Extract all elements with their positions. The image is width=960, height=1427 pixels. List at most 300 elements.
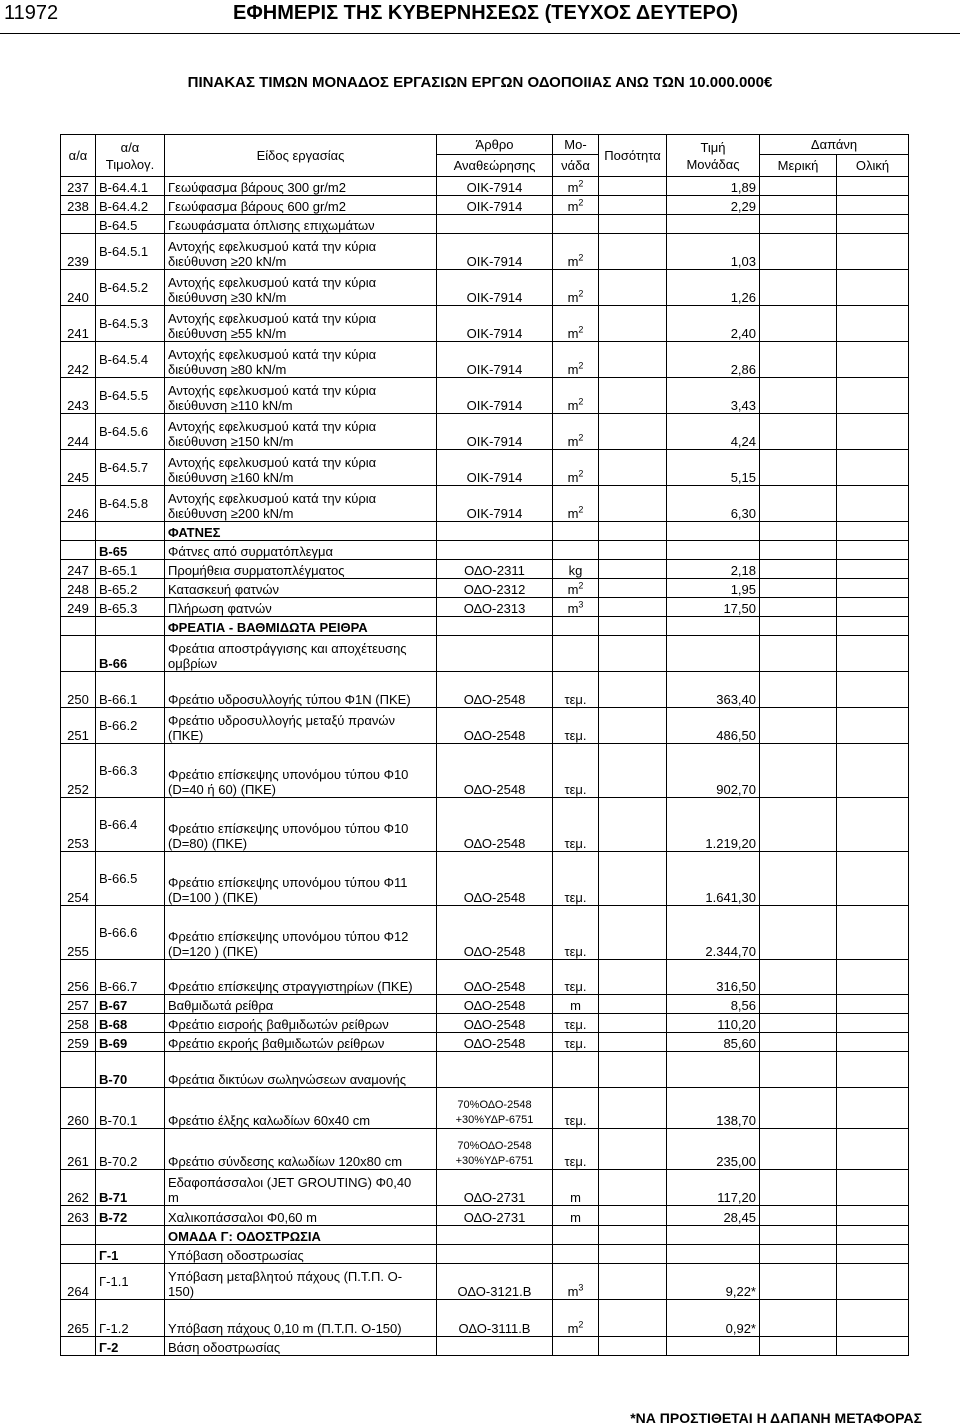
row-code: Β-64.5.1 xyxy=(96,234,165,270)
row-cost-partial xyxy=(760,560,837,579)
row-code xyxy=(96,1226,165,1245)
row-quantity xyxy=(599,798,667,852)
row-quantity xyxy=(599,579,667,598)
row-description xyxy=(165,1337,437,1356)
row-cost-total xyxy=(837,744,909,798)
row-unit xyxy=(553,906,599,960)
description-line: Φρεάτιο εισροής βαθμιδωτών ρείθρων xyxy=(168,1017,389,1032)
row-aa xyxy=(61,1337,96,1356)
description-line: Φρεάτια δικτύων σωληνώσεων αναμονής xyxy=(168,1072,406,1087)
row-unit xyxy=(553,234,599,270)
row-cost-partial xyxy=(760,414,837,450)
row-code: Β-72 xyxy=(96,1206,165,1226)
row-cost-total xyxy=(837,1226,909,1245)
row-unit-price xyxy=(667,1052,760,1088)
row-code: Β-70.1 xyxy=(96,1088,165,1129)
row-code: Β-64.4.1 xyxy=(96,177,165,196)
row-aa: 250 xyxy=(61,672,96,708)
row-cost-total xyxy=(837,1088,909,1129)
row-description xyxy=(165,234,437,270)
table-row xyxy=(61,1129,909,1170)
table-row xyxy=(61,995,909,1014)
row-aa: 243 xyxy=(61,378,96,414)
row-unit-price: 235,00 xyxy=(667,1129,760,1170)
row-cost-partial xyxy=(760,306,837,342)
unit-text: m xyxy=(567,326,579,341)
table-row xyxy=(61,1052,909,1088)
row-description xyxy=(165,798,437,852)
row-code: Β-66.6 xyxy=(96,906,165,960)
header-divider xyxy=(0,33,960,34)
row-article xyxy=(437,541,553,560)
row-cost-partial xyxy=(760,177,837,196)
description-line: (ΠΚΕ) xyxy=(168,728,204,743)
row-unit-price: 17,50 xyxy=(667,598,760,617)
row-unit xyxy=(553,306,599,342)
row-code: Γ-2 xyxy=(96,1337,165,1356)
row-code: Β-64.5.5 xyxy=(96,378,165,414)
row-quantity xyxy=(599,1226,667,1245)
row-unit-price: 2,18 xyxy=(667,560,760,579)
row-unit xyxy=(553,1088,599,1129)
row-unit-price: 486,50 xyxy=(667,708,760,744)
row-code: Γ-1 xyxy=(96,1245,165,1264)
description-line: Αντοχής εφελκυσμού κατά την κύρια xyxy=(168,347,377,362)
row-cost-partial xyxy=(760,617,837,636)
description-line: Φρεάτιο επίσκεψης υπονόμου τύπου Φ12 xyxy=(168,929,409,944)
row-cost-partial xyxy=(760,906,837,960)
row-cost-total xyxy=(837,196,909,215)
description-line: Φρεάτιο υδροσυλλογής τύπου Φ1Ν (ΠΚΕ) xyxy=(168,692,411,707)
row-aa: 246 xyxy=(61,486,96,522)
row-aa: 240 xyxy=(61,270,96,306)
row-article: ΟΙΚ-7914 xyxy=(437,196,553,215)
table-row xyxy=(61,378,909,414)
description-line: Φρεάτιο εκροής βαθμιδωτών ρείθρων xyxy=(168,1036,385,1051)
row-quantity xyxy=(599,1337,667,1356)
description-line: διεύθυνση ≥160 kN/m xyxy=(168,470,294,485)
row-article xyxy=(437,522,553,541)
row-code: Β-64.5.4 xyxy=(96,342,165,378)
row-article: ΟΔΟ-2731 xyxy=(437,1206,553,1226)
row-unit xyxy=(553,1052,599,1088)
row-cost-partial xyxy=(760,708,837,744)
row-unit xyxy=(553,579,599,598)
row-quantity xyxy=(599,378,667,414)
row-article xyxy=(437,1052,553,1088)
row-description xyxy=(165,270,437,306)
unit-exponent: 3 xyxy=(578,1282,584,1293)
row-unit xyxy=(553,342,599,378)
row-unit-price: 5,15 xyxy=(667,450,760,486)
row-cost-total xyxy=(837,1264,909,1300)
description-line: (D=100 ) (ΠΚΕ) xyxy=(168,890,258,905)
row-cost-total xyxy=(837,798,909,852)
row-description xyxy=(165,560,437,579)
unit-text: m xyxy=(567,290,579,305)
row-cost-partial xyxy=(760,995,837,1014)
unit-text: τεμ. xyxy=(564,692,587,707)
row-description xyxy=(165,906,437,960)
row-unit-price: 6,30 xyxy=(667,486,760,522)
article-line: 70%ΟΔΟ-2548 xyxy=(457,1140,532,1152)
row-quantity xyxy=(599,852,667,906)
table-row xyxy=(61,617,909,636)
row-unit-price xyxy=(667,617,760,636)
row-description xyxy=(165,1245,437,1264)
row-code: Β-66 xyxy=(96,636,165,672)
unit-text: τεμ. xyxy=(564,1154,587,1169)
row-article xyxy=(437,1337,553,1356)
row-article: ΟΙΚ-7914 xyxy=(437,450,553,486)
row-description xyxy=(165,1014,437,1033)
description-line: Φρεάτιο επίσκεψης υπονόμου τύπου Φ10 xyxy=(168,767,409,782)
row-unit-price xyxy=(667,541,760,560)
row-unit xyxy=(553,1206,599,1226)
unit-exponent: 2 xyxy=(578,396,584,407)
row-article: ΟΙΚ-7914 xyxy=(437,177,553,196)
row-description xyxy=(165,522,437,541)
row-unit xyxy=(553,960,599,995)
row-unit xyxy=(553,1337,599,1356)
row-cost-total xyxy=(837,1337,909,1356)
row-description xyxy=(165,1300,437,1337)
col-aa: α/α xyxy=(61,135,96,177)
row-unit-price: 902,70 xyxy=(667,744,760,798)
table-row xyxy=(61,852,909,906)
row-unit xyxy=(553,541,599,560)
row-code: Β-66.2 xyxy=(96,708,165,744)
description-line: Υπόβαση πάχους 0,10 m (Π.Τ.Π. Ο-150) xyxy=(168,1321,402,1336)
row-unit xyxy=(553,744,599,798)
row-description xyxy=(165,414,437,450)
row-unit-price: 2,29 xyxy=(667,196,760,215)
row-cost-total xyxy=(837,1300,909,1337)
row-unit xyxy=(553,560,599,579)
row-cost-partial xyxy=(760,1170,837,1206)
row-cost-partial xyxy=(760,598,837,617)
row-description xyxy=(165,1226,437,1245)
unit-exponent: 3 xyxy=(578,599,584,610)
row-unit-price: 316,50 xyxy=(667,960,760,995)
row-code xyxy=(96,522,165,541)
table-row xyxy=(61,598,909,617)
description-line: διεύθυνση ≥150 kN/m xyxy=(168,434,294,449)
row-description xyxy=(165,1088,437,1129)
row-cost-total xyxy=(837,672,909,708)
description-line: Φρεάτιο υδροσυλλογής μεταξύ πρανών xyxy=(168,713,396,728)
row-unit-price: 138,70 xyxy=(667,1088,760,1129)
unit-text: τεμ. xyxy=(564,1113,587,1128)
description-line: διεύθυνση ≥80 kN/m xyxy=(168,362,287,377)
row-quantity xyxy=(599,234,667,270)
row-cost-total xyxy=(837,1170,909,1206)
row-description xyxy=(165,486,437,522)
row-article xyxy=(437,617,553,636)
row-cost-partial xyxy=(760,378,837,414)
unit-text: m xyxy=(567,199,579,214)
table-row xyxy=(61,1300,909,1337)
row-aa: 253 xyxy=(61,798,96,852)
row-cost-partial xyxy=(760,342,837,378)
row-quantity xyxy=(599,560,667,579)
row-aa: 245 xyxy=(61,450,96,486)
table-row xyxy=(61,234,909,270)
row-code: Β-70.2 xyxy=(96,1129,165,1170)
row-cost-total xyxy=(837,177,909,196)
row-article: ΟΔΟ-2548 xyxy=(437,960,553,995)
row-code: Β-69 xyxy=(96,1033,165,1052)
description-line: διεύθυνση ≥30 kN/m xyxy=(168,290,287,305)
row-cost-partial xyxy=(760,541,837,560)
table-row xyxy=(61,215,909,234)
row-aa: 264 xyxy=(61,1264,96,1300)
row-code: Β-65 xyxy=(96,541,165,560)
unit-text: m xyxy=(567,398,579,413)
table-row xyxy=(61,1226,909,1245)
row-code: Β-64.5 xyxy=(96,215,165,234)
col-meriki: Μερική xyxy=(760,155,837,177)
row-code: Β-64.5.3 xyxy=(96,306,165,342)
row-unit xyxy=(553,378,599,414)
row-quantity xyxy=(599,1014,667,1033)
row-unit xyxy=(553,1033,599,1052)
row-description xyxy=(165,378,437,414)
row-quantity xyxy=(599,215,667,234)
row-cost-total xyxy=(837,450,909,486)
row-cost-partial xyxy=(760,798,837,852)
row-unit-price: 9,22* xyxy=(667,1264,760,1300)
row-quantity xyxy=(599,486,667,522)
row-code: Γ-1.1 xyxy=(96,1264,165,1300)
table-row xyxy=(61,1014,909,1033)
price-table xyxy=(60,134,909,1356)
row-cost-total xyxy=(837,579,909,598)
row-aa: 258 xyxy=(61,1014,96,1033)
description-line: Κατασκευή φατνών xyxy=(168,582,279,597)
row-quantity xyxy=(599,1052,667,1088)
col-dapani: Δαπάνη xyxy=(760,135,909,155)
row-aa: 237 xyxy=(61,177,96,196)
row-description xyxy=(165,1052,437,1088)
row-description xyxy=(165,450,437,486)
unit-exponent: 2 xyxy=(578,504,584,515)
article-line: +30%ΥΔΡ-6751 xyxy=(455,1155,534,1167)
row-unit-price: 1,26 xyxy=(667,270,760,306)
table-row xyxy=(61,672,909,708)
row-quantity xyxy=(599,342,667,378)
row-unit xyxy=(553,1300,599,1337)
row-article xyxy=(437,1226,553,1245)
row-article: ΟΔΟ-2313 xyxy=(437,598,553,617)
description-line: Φρεάτιο επίσκεψης στραγγιστηρίων (ΠΚΕ) xyxy=(168,979,413,994)
table-row xyxy=(61,744,909,798)
row-unit-price: 3,43 xyxy=(667,378,760,414)
page-header xyxy=(0,0,960,34)
table-row xyxy=(61,579,909,598)
row-code: Β-66.5 xyxy=(96,852,165,906)
row-quantity xyxy=(599,1033,667,1052)
row-aa xyxy=(61,541,96,560)
row-article: ΟΙΚ-7914 xyxy=(437,270,553,306)
row-article: ΟΔΟ-3121.Β xyxy=(437,1264,553,1300)
row-unit-price: 28,45 xyxy=(667,1206,760,1226)
unit-exponent: 2 xyxy=(578,324,584,335)
row-aa: 256 xyxy=(61,960,96,995)
row-unit xyxy=(553,852,599,906)
row-quantity xyxy=(599,906,667,960)
description-line: (D=80) (ΠΚΕ) xyxy=(168,836,248,851)
row-article: ΟΔΟ-2548 xyxy=(437,995,553,1014)
description-line: Φρεάτιο επίσκεψης υπονόμου τύπου Φ11 xyxy=(168,875,408,890)
row-cost-partial xyxy=(760,1088,837,1129)
unit-exponent: 2 xyxy=(578,580,584,591)
row-aa: 248 xyxy=(61,579,96,598)
description-line: Φρεάτιο σύνδεσης καλωδίων 120x80 cm xyxy=(168,1154,403,1169)
row-code: Β-65.2 xyxy=(96,579,165,598)
row-article: ΟΔΟ-2548 xyxy=(437,852,553,906)
description-line: Φρεάτιο έλξης καλωδίων 60x40 cm xyxy=(168,1113,371,1128)
row-cost-partial xyxy=(760,852,837,906)
row-aa: 262 xyxy=(61,1170,96,1206)
row-cost-partial xyxy=(760,1337,837,1356)
row-unit xyxy=(553,486,599,522)
row-unit-price xyxy=(667,522,760,541)
row-aa: 249 xyxy=(61,598,96,617)
row-cost-total xyxy=(837,522,909,541)
transport-cost-footnote: *ΝΑ ΠΡΟΣΤΙΘΕΤΑΙ Η ΔΑΠΑΝΗ ΜΕΤΑΦΟΡΑΣ xyxy=(630,1410,922,1426)
row-cost-total xyxy=(837,636,909,672)
description-line: Αντοχής εφελκυσμού κατά την κύρια xyxy=(168,383,377,398)
gazette-title: ΕΦΗΜΕΡΙΣ ΤΗΣ ΚΥΒΕΡΝΗΣΕΩΣ (ΤΕΥΧΟΣ ΔΕΥΤΕΡΟ) xyxy=(233,2,739,24)
unit-text: τεμ. xyxy=(564,782,587,797)
row-cost-total xyxy=(837,414,909,450)
unit-exponent: 2 xyxy=(578,288,584,299)
unit-text: m xyxy=(567,601,579,616)
row-quantity xyxy=(599,196,667,215)
row-unit xyxy=(553,617,599,636)
unit-text: m xyxy=(567,254,579,269)
row-cost-partial xyxy=(760,636,837,672)
row-article xyxy=(437,1088,553,1129)
row-quantity xyxy=(599,414,667,450)
row-aa: 263 xyxy=(61,1206,96,1226)
row-cost-partial xyxy=(760,1245,837,1264)
row-aa: 260 xyxy=(61,1088,96,1129)
row-description xyxy=(165,960,437,995)
row-quantity xyxy=(599,617,667,636)
row-article: ΟΙΚ-7914 xyxy=(437,486,553,522)
row-article: ΟΙΚ-7914 xyxy=(437,306,553,342)
description-line: ομβρίων xyxy=(168,656,218,671)
row-unit xyxy=(553,215,599,234)
row-article: ΟΔΟ-2548 xyxy=(437,1033,553,1052)
description-line: Φάτνες από συρματόπλεγμα xyxy=(168,544,334,559)
unit-text: m xyxy=(567,1321,579,1336)
unit-text: m xyxy=(567,470,579,485)
table-row xyxy=(61,798,909,852)
description-line: Γεωύφασμα βάρους 300 gr/m2 xyxy=(168,180,346,195)
row-cost-total xyxy=(837,1206,909,1226)
row-unit xyxy=(553,672,599,708)
row-description xyxy=(165,342,437,378)
row-code: Β-67 xyxy=(96,995,165,1014)
row-cost-partial xyxy=(760,1033,837,1052)
row-article: ΟΙΚ-7914 xyxy=(437,414,553,450)
row-quantity xyxy=(599,598,667,617)
row-cost-total xyxy=(837,617,909,636)
description-line: Εδαφοπάσσαλοι (JET GROUTING) Φ0,40 xyxy=(168,1175,412,1190)
table-row xyxy=(61,1337,909,1356)
row-aa: 255 xyxy=(61,906,96,960)
row-unit-price xyxy=(667,1245,760,1264)
row-aa xyxy=(61,1052,96,1088)
row-description xyxy=(165,215,437,234)
table-row xyxy=(61,522,909,541)
row-unit-price xyxy=(667,1337,760,1356)
row-description xyxy=(165,579,437,598)
row-article: ΟΔΟ-2548 xyxy=(437,798,553,852)
row-description xyxy=(165,744,437,798)
row-article: ΟΙΚ-7914 xyxy=(437,378,553,414)
unit-text: m xyxy=(567,1284,579,1299)
table-row xyxy=(61,541,909,560)
row-aa xyxy=(61,1226,96,1245)
row-unit-price: 1,89 xyxy=(667,177,760,196)
unit-text: m xyxy=(567,506,579,521)
page-number: 11972 xyxy=(4,2,59,24)
row-cost-total xyxy=(837,215,909,234)
row-cost-partial xyxy=(760,270,837,306)
row-code: Β-64.4.2 xyxy=(96,196,165,215)
row-quantity xyxy=(599,1264,667,1300)
row-unit-price: 4,24 xyxy=(667,414,760,450)
row-cost-partial xyxy=(760,522,837,541)
row-quantity xyxy=(599,1300,667,1337)
row-unit xyxy=(553,1245,599,1264)
row-unit xyxy=(553,1226,599,1245)
description-line: Γεωύφασμα βάρους 600 gr/m2 xyxy=(168,199,346,214)
row-cost-total xyxy=(837,1129,909,1170)
row-cost-partial xyxy=(760,1014,837,1033)
row-unit-price: 363,40 xyxy=(667,672,760,708)
row-cost-partial xyxy=(760,744,837,798)
row-description xyxy=(165,1033,437,1052)
row-quantity xyxy=(599,960,667,995)
row-unit xyxy=(553,522,599,541)
row-quantity xyxy=(599,1206,667,1226)
row-article: ΟΔΟ-2312 xyxy=(437,579,553,598)
row-code: Β-71 xyxy=(96,1170,165,1206)
row-cost-total xyxy=(837,270,909,306)
row-quantity xyxy=(599,270,667,306)
row-quantity xyxy=(599,636,667,672)
row-quantity xyxy=(599,1245,667,1264)
table-row xyxy=(61,270,909,306)
row-cost-partial xyxy=(760,1300,837,1337)
row-code: Β-64.5.8 xyxy=(96,486,165,522)
table-row xyxy=(61,196,909,215)
row-unit-price: 1,95 xyxy=(667,579,760,598)
unit-exponent: 2 xyxy=(578,432,584,443)
row-description xyxy=(165,177,437,196)
row-quantity xyxy=(599,450,667,486)
row-quantity xyxy=(599,708,667,744)
row-unit xyxy=(553,708,599,744)
row-article: ΟΔΟ-2548 xyxy=(437,744,553,798)
row-code: Β-66.7 xyxy=(96,960,165,995)
description-line: Γεωυφάσματα όπλισης επιχωμάτων xyxy=(168,218,375,233)
